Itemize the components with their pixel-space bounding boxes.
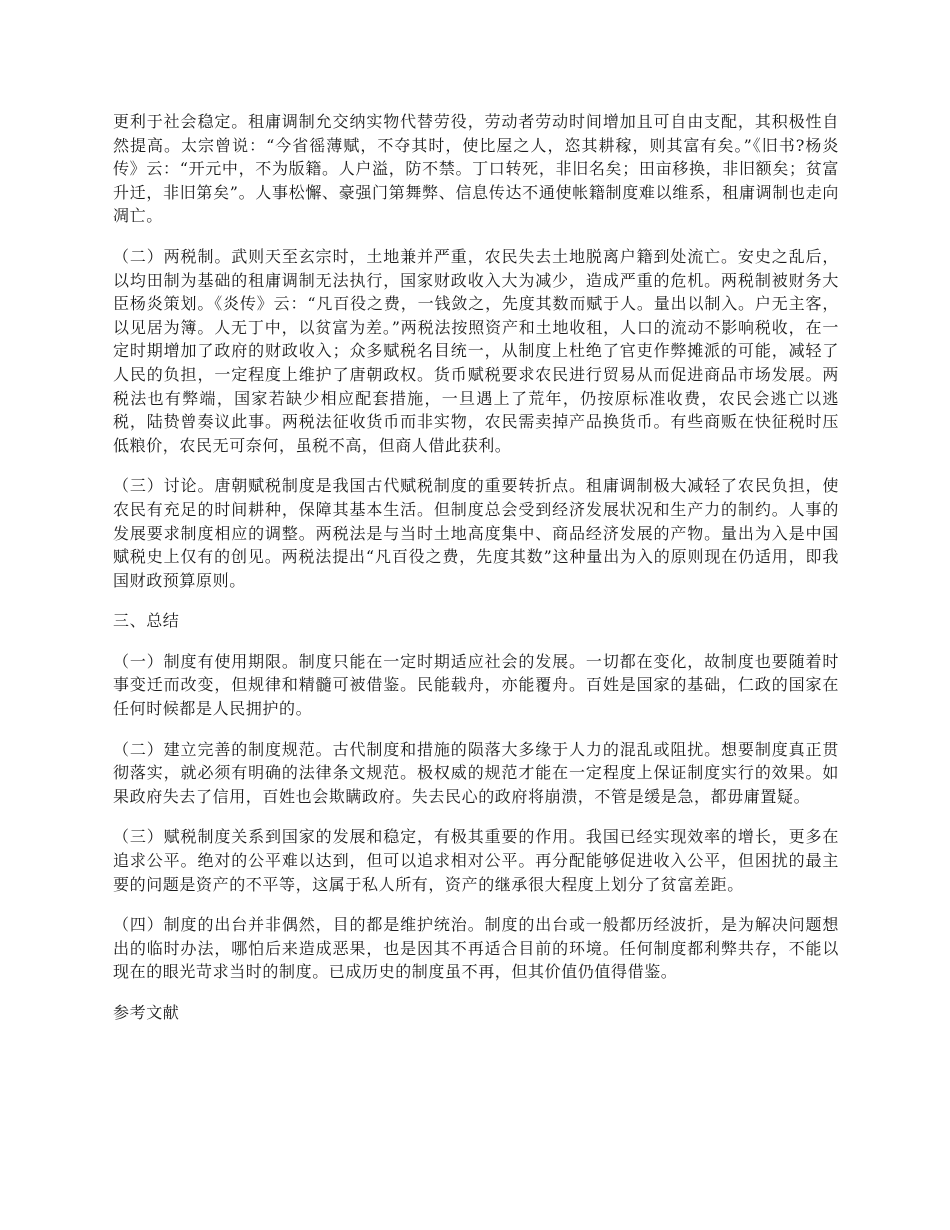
- section-heading-references: 参考文献: [113, 1003, 180, 1022]
- paragraph-discussion: （三）讨论。唐朝赋税制度是我国古代赋税制度的重要转折点。租庸调制极大减轻了农民负担，使农民有充足的时间耕种，保障其基本生活。但制度总会受到经济发展状况和生产力的制约。人事的发展要求制度相应的调整。两税法是与当时土地高度集中、商品经济发展的产物。量出为入是中国赋税史上仅有的创见。两税法提出“凡百役之费，先度其数”这种量出为入的原则现在仍适用，即我国财政预算原则。: [113, 476, 839, 590]
- paragraph-summary-2: （二）建立完善的制度规范。古代制度和措施的陨落大多缘于人力的混乱或阻扰。想要制度真正贯彻落实，就必须有明确的法律条文规范。极权威的规范才能在一定程度上保证制度实行的效果。如果政府失去了信用，百姓也会欺瞒政府。失去民心的政府将崩溃，不管是缓是急，都毋庸置疑。: [113, 739, 839, 806]
- paragraph-zuyongdiao-conclusion: 更利于社会稳定。租庸调制允交纳实物代替劳役，劳动者劳动时间增加且可自由支配，其积极性自然提高。太宗曾说：“今省徭薄赋，不夺其时，使比屋之人，恣其耕稼，则其富有矣。”《旧书?杨炎传》云：“开元中，不为版籍。人户溢，防不禁。丁口转死，非旧名矣；田亩移换，非旧额矣；贫富升迁，非旧第矣”。人事松懈、豪强门第舞弊、信息传达不通使帐籍制度难以维系，租庸调制也走向凋亡。: [113, 112, 839, 226]
- paragraph-two-tax-system: （二）两税制。武则天至玄宗时，土地兼并严重，农民失去土地脱离户籍到处流亡。安史之乱后，以均田制为基础的租庸调制无法执行，国家财政收入大为减少，造成严重的危机。两税制被财务大臣杨炎策划。《炎传》云：“凡百役之费，一钱敛之，先度其数而赋于人。量出以制入。户无主客，以见居为簿。人无丁中，以贫富为差。”两税法按照资产和土地收租，人口的流动不影响税收，在一定时期增加了政府的财政收入；众多赋税名目统一，从制度上杜绝了官吏作弊摊派的可能，减轻了人民的负担，一定程度上维护了唐朝政权。货币赋税要求农民进行贸易从而促进商品市场发展。两税法也有弊端，国家若缺少相应配套措施，一旦遇上了荒年，仍按原标准收费，农民会逃亡以逃税，陆贽曾奏议此事。两税法征收货币而非实物，农民需卖掉产品换货币。有些商贩在快征税时压低粮价，农民无可奈何，虽税不高，但商人借此获利。: [113, 246, 839, 455]
- section-heading-summary: 三、总结: [113, 611, 180, 631]
- paragraph-summary-1: （一）制度有使用期限。制度只能在一定时期适应社会的发展。一切都在变化，故制度也要随着时事变迁而改变，但规律和精髓可被借鉴。民能载舟，亦能覆舟。百姓是国家的基础，仁政的国家在任何时候都是人民拥护的。: [113, 651, 839, 719]
- document-page: [113, 110, 839, 1042]
- paragraph-summary-3: （三）赋税制度关系到国家的发展和稳定，有极其重要的作用。我国已经实现效率的增长，更多在追求公平。绝对的公平难以达到，但可以追求相对公平。再分配能够促进收入公平，但困扰的最主要的问题是资产的不平等，这属于私人所有，资产的继承很大程度上划分了贫富差距。: [113, 827, 839, 894]
- paragraph-summary-4: （四）制度的出台并非偶然，目的都是维护统治。制度的出台或一般都历经波折，是为解决问题想出的临时办法，哪怕后来造成恶果，也是因其不再适合目前的环境。任何制度都利弊共存，不能以现在的眼光苛求当时的制度。已成历史的制度虽不再，但其价值仍值得借鉴。: [113, 915, 839, 982]
